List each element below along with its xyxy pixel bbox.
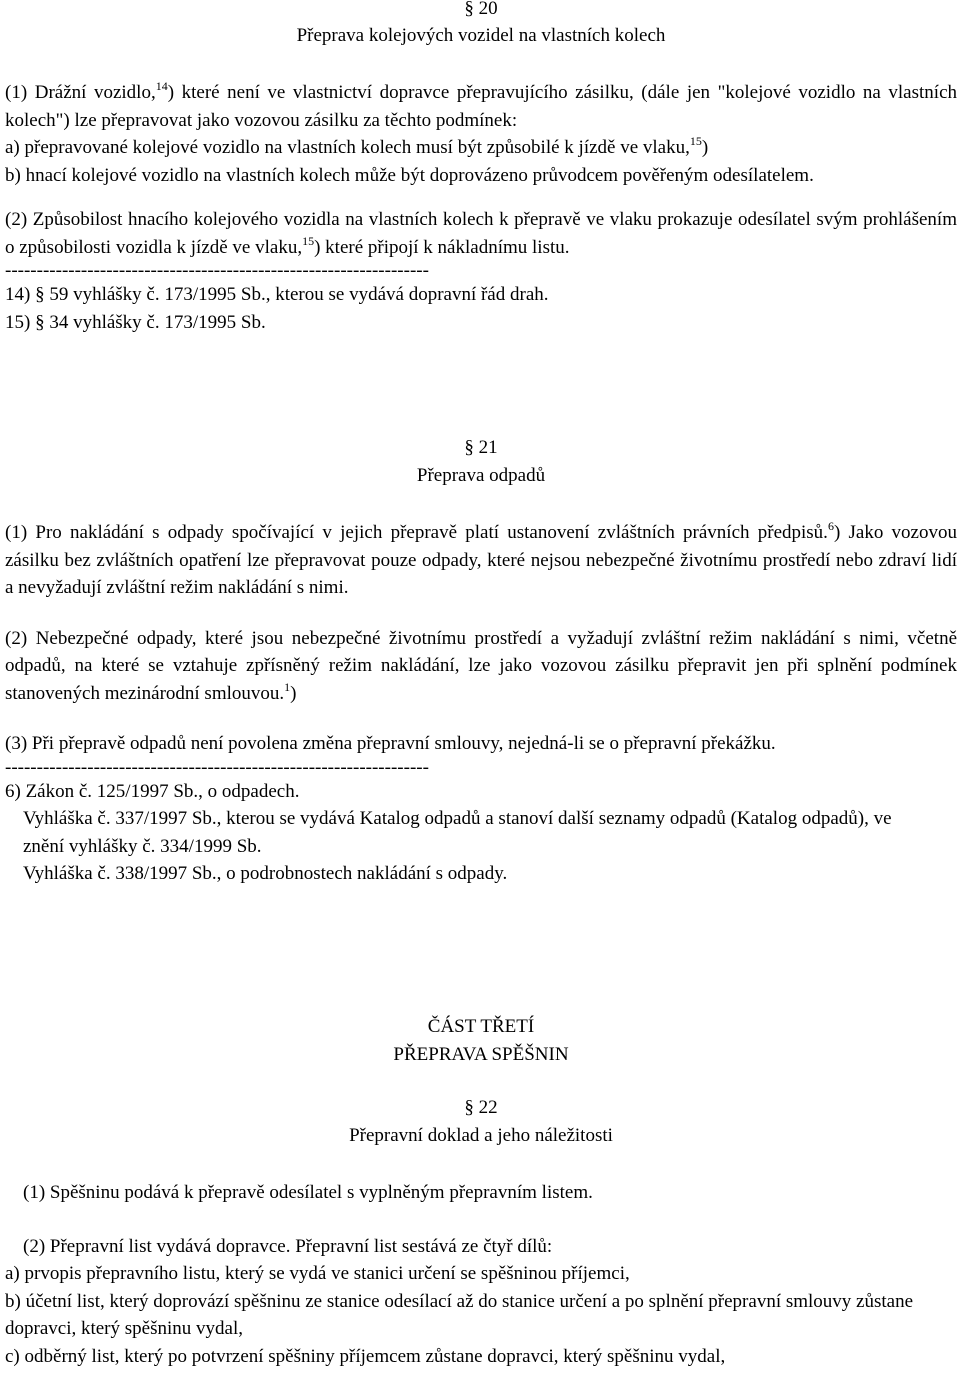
footnote-6-line-1: 6) Zákon č. 125/1997 Sb., o odpadech. xyxy=(5,780,300,802)
footnote-ref: 6 xyxy=(827,519,834,533)
section-20-heading: § 20 xyxy=(464,0,498,19)
paragraph-text: ) Jako vozovou zásilku bez zvláštních opatření lze přepravovat pouze odpady, které nejsou nebezpečné životnímu prostředí nebo zdraví lidí a nevyžadují zvláštní režim nakládání s nimi. xyxy=(5,522,957,598)
footnote-15: 15) § 34 vyhlášky č. 173/1995 Sb. xyxy=(5,311,266,333)
section-22-paragraph-2: (2) Přepravní list vydává dopravce. Přepravní list sestává ze čtyř dílů: xyxy=(23,1235,553,1257)
paragraph-text: (1) Drážní vozidlo, xyxy=(5,82,156,103)
section-20-paragraph-1 xyxy=(5,79,957,134)
section-22-paragraph-1: (1) Spěšninu podává k přepravě odesílatel s vyplněným přepravním listem. xyxy=(23,1182,593,1203)
section-20-title: Přeprava kolejových vozidel na vlastních kolech xyxy=(296,24,666,46)
section-20-paragraph-2 xyxy=(5,206,957,261)
section-20-item-b: b) hnací kolejové vozidlo na vlastních kolech může být doprovázeno průvodcem pověřeným odesílatelem. xyxy=(5,164,814,186)
section-20-body xyxy=(5,79,957,336)
footnote-14: 14) § 59 vyhlášky č. 173/1995 Sb., kterou se vydává dopravní řád drah. xyxy=(5,284,549,305)
section-20-item-a xyxy=(5,134,957,162)
item-text: ) xyxy=(701,137,709,158)
section-21 xyxy=(5,436,957,489)
footnote-6-line-3: Vyhláška č. 338/1997 Sb., o podrobnostech nakládání s odpady. xyxy=(23,863,508,884)
footnote-rule: ------------------------------------------------------------------- xyxy=(5,756,429,778)
section-22-item-c: c) odběrný list, který po potvrzení spěšniny příjemcem zůstane dopravci, který spěšninu vydal, xyxy=(5,1345,726,1367)
footnote-6-line-2: Vyhláška č. 337/1997 Sb., kterou se vydává Katalog odpadů a stanoví další seznamy odpadů (Katalog odpadů), ve znění vyhlášky č. 334/1999 Sb. xyxy=(23,808,892,857)
section-22-title: Přepravní doklad a jeho náležitosti xyxy=(349,1124,613,1146)
paragraph-text: (2) Nebezpečné odpady, které jsou nebezpečné životnímu prostředí a vyžadují zvláštní režim nakládání s nimi, včetně odpadů, na které se vztahuje zpřísněný režim nakládání, lze jako vozovou zásilku přepravit jen při splnění podmínek stanovených mezinárodní smlouvou. xyxy=(5,627,957,704)
paragraph-text: ) které není ve vlastnictví dopravce přepravujícího zásilku, (dále jen "kolejové vozidlo na vlastních kolech") lze přepravovat jako vozovou zásilku za těchto podmínek: xyxy=(5,82,957,131)
section-21-paragraph-3: (3) Při přepravě odpadů není povolena změna přepravní smlouvy, nejedná-li se o přepravní překážku. xyxy=(5,733,776,754)
paragraph-text: ) xyxy=(290,682,297,704)
section-21-heading: § 21 xyxy=(464,437,498,458)
section-20 xyxy=(5,0,957,49)
section-22-heading: § 22 xyxy=(464,1097,498,1118)
paragraph-text: ) které připojí k nákladnímu listu. xyxy=(314,236,570,258)
section-22-item-b: b) účetní list, který doprovází spěšninu ze stanice odesílací až do stanice určení a po splnění přepravní smlouvy zůstane dopravci, který spěšninu vydal, xyxy=(5,1290,914,1339)
footnote-ref: 1 xyxy=(284,679,291,694)
section-21-paragraph-1 xyxy=(5,519,957,602)
footnote-rule: ------------------------------------------------------------------- xyxy=(5,260,429,281)
section-21-body xyxy=(5,519,957,888)
section-21-paragraph-2 xyxy=(5,625,957,708)
footnote-ref: 15 xyxy=(302,233,315,248)
part-number: ČÁST TŘETÍ xyxy=(427,1016,535,1037)
section-22-item-a: a) prvopis přepravního listu, který se vydá ve stanici určení se spěšninou příjemci, xyxy=(5,1263,630,1284)
paragraph-text: (1) Pro nakládání s odpady spočívající v jejich přepravě platí ustanovení zvláštních právních předpisů. xyxy=(5,522,828,543)
paragraph-text: (2) Způsobilost hnacího kolejového vozidla na vlastních kolech k přepravě ve vlaku prokazuje odesílatel svým prohlášením o způsobilosti vozidla k jízdě ve vlaku, xyxy=(5,209,957,258)
footnote-ref: 15 xyxy=(689,134,702,148)
part-title: PŘEPRAVA SPĚŠNIN xyxy=(393,1043,569,1065)
section-22 xyxy=(5,1096,957,1149)
part-heading xyxy=(5,1013,957,1068)
item-text: a) přepravované kolejové vozidlo na vlastních kolech musí být způsobilé k jízdě ve vlaku, xyxy=(5,137,690,158)
section-21-title: Přeprava odpadů xyxy=(416,464,546,486)
section-22-body xyxy=(5,1179,957,1370)
footnote-ref: 14 xyxy=(155,79,168,93)
